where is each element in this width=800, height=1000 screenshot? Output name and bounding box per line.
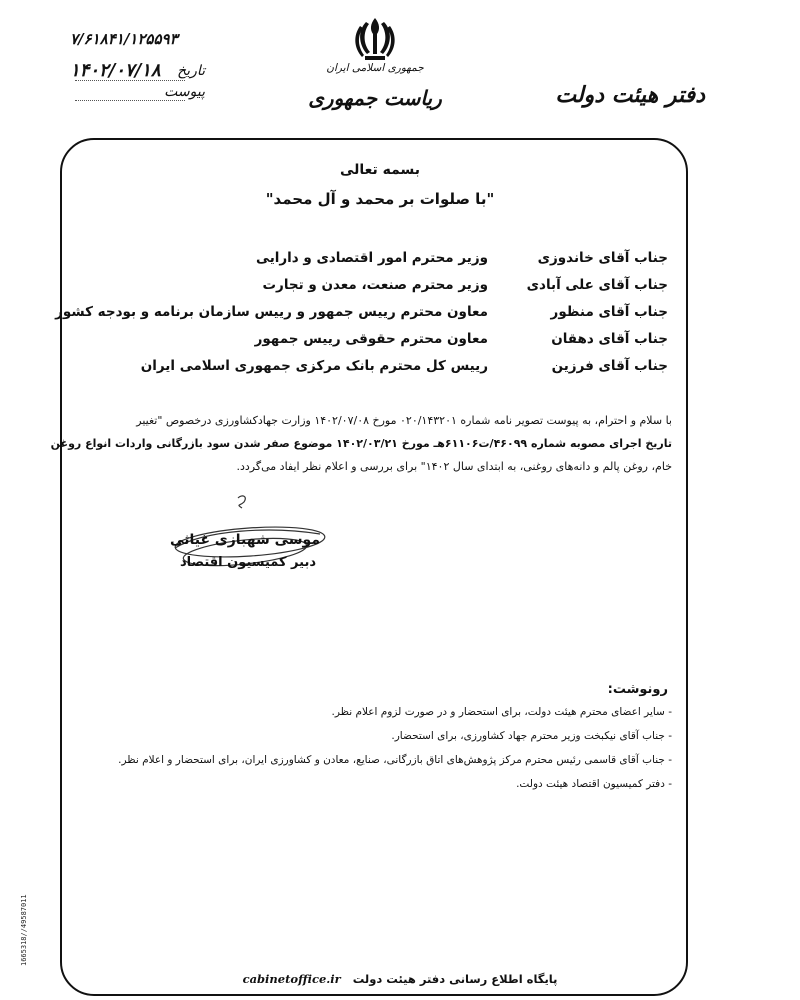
copy-recipient: - جناب آقای قاسمی رئیس محترم مرکز پژوهش‌های اتاق بازرگانی، صنایع، معادن و کشاورزی ایران، برای استحضار و اعلام نظر. [118,754,672,766]
attachment-label: پیوست [164,84,205,100]
date-label: تاریخ [177,63,205,79]
copy-recipient: - دفتر کمیسیون اقتصاد هیئت دولت. [516,778,672,790]
footer [240,972,560,986]
body-paragraph-line: خام، روغن پالم و دانه‌های روغنی، به ابتدای سال ۱۴۰۲" برای بررسی و اعلام نظر ایفاد می‌گردد. [236,460,672,473]
addressee-title: وزیر محترم امور اقتصادی و دارایی [256,250,488,266]
cabinet-office-title: دفتر هیئت دولت [555,82,705,108]
copy-recipient: - جناب آقای نیکبخت وزیر محترم جهاد کشاورزی، برای استحضار. [391,730,672,742]
iran-emblem-icon [352,14,398,64]
addressee-title: معاون محترم حقوقی رییس جمهور [254,331,488,347]
addressee-name: جناب آقای منظور [550,304,668,320]
addressee-name: جناب آقای علی آبادی [526,277,668,293]
signatory-name: موسی شهبازی غیاثی [170,532,320,548]
body-paragraph-line: با سلام و احترام، به پیوست تصویر نامه شماره ۰۲۰/۱۴۳۲۰۱ مورخ ۱۴۰۲/۰۷/۰۸ وزارت جهادکشاورزی درخصوص "تغییر [136,414,672,427]
basmala: بسمه تعالی [339,162,421,178]
addressee-title: رییس کل محترم بانک مرکزی جمهوری اسلامی ایران [140,358,488,374]
body-paragraph-line: تاریخ اجرای مصوبه شماره ۴۶۰۹۹/ت۶۱۱۰۶هـ مورخ ۱۴۰۲/۰۳/۲۱ موضوع صفر شدن سود بازرگانی واردات انواع روغن [50,437,672,450]
date-dotted-line [75,80,185,81]
signatory-title: دبیر کمیسیون اقتصاد [180,555,316,570]
salawat: "با صلوات بر محمد و آل محمد" [265,190,495,208]
addressee-name: جناب آقای دهقان [551,331,668,347]
copies-heading: رونوشت: [607,682,668,697]
addressee-title: معاون محترم رییس جمهور و رییس سازمان برنامه و بودجه کشور [55,304,488,320]
addressee-title: وزیر محترم صنعت، معدن و تجارت [262,277,488,293]
footer-label: پایگاه اطلاع رسانی دفتر هیئت دولت [352,972,558,986]
letter-date: ۱۴۰۲/۰۷/۱۸ [70,60,161,81]
presidency-title: ریاست جمهوری [308,86,442,110]
addressee-name: جناب آقای فرزین [551,358,668,374]
letter-number: ۷/۶۱۸۴۱/۱۲۵۵۹۳ [70,30,178,48]
addressee-name: جناب آقای خاندوزی [537,250,668,266]
republic-line: جمهوری اسلامی ایران [326,62,424,74]
copy-recipient: - سایر اعضای محترم هیئت دولت، برای استحضار و در صورت لزوم اعلام نظر. [331,706,672,718]
side-tracking-code: 1665318//49587011 [20,894,28,966]
attachment-dotted-line [75,100,185,101]
footer-site-link[interactable]: cabinetoffice.ir [242,972,341,986]
